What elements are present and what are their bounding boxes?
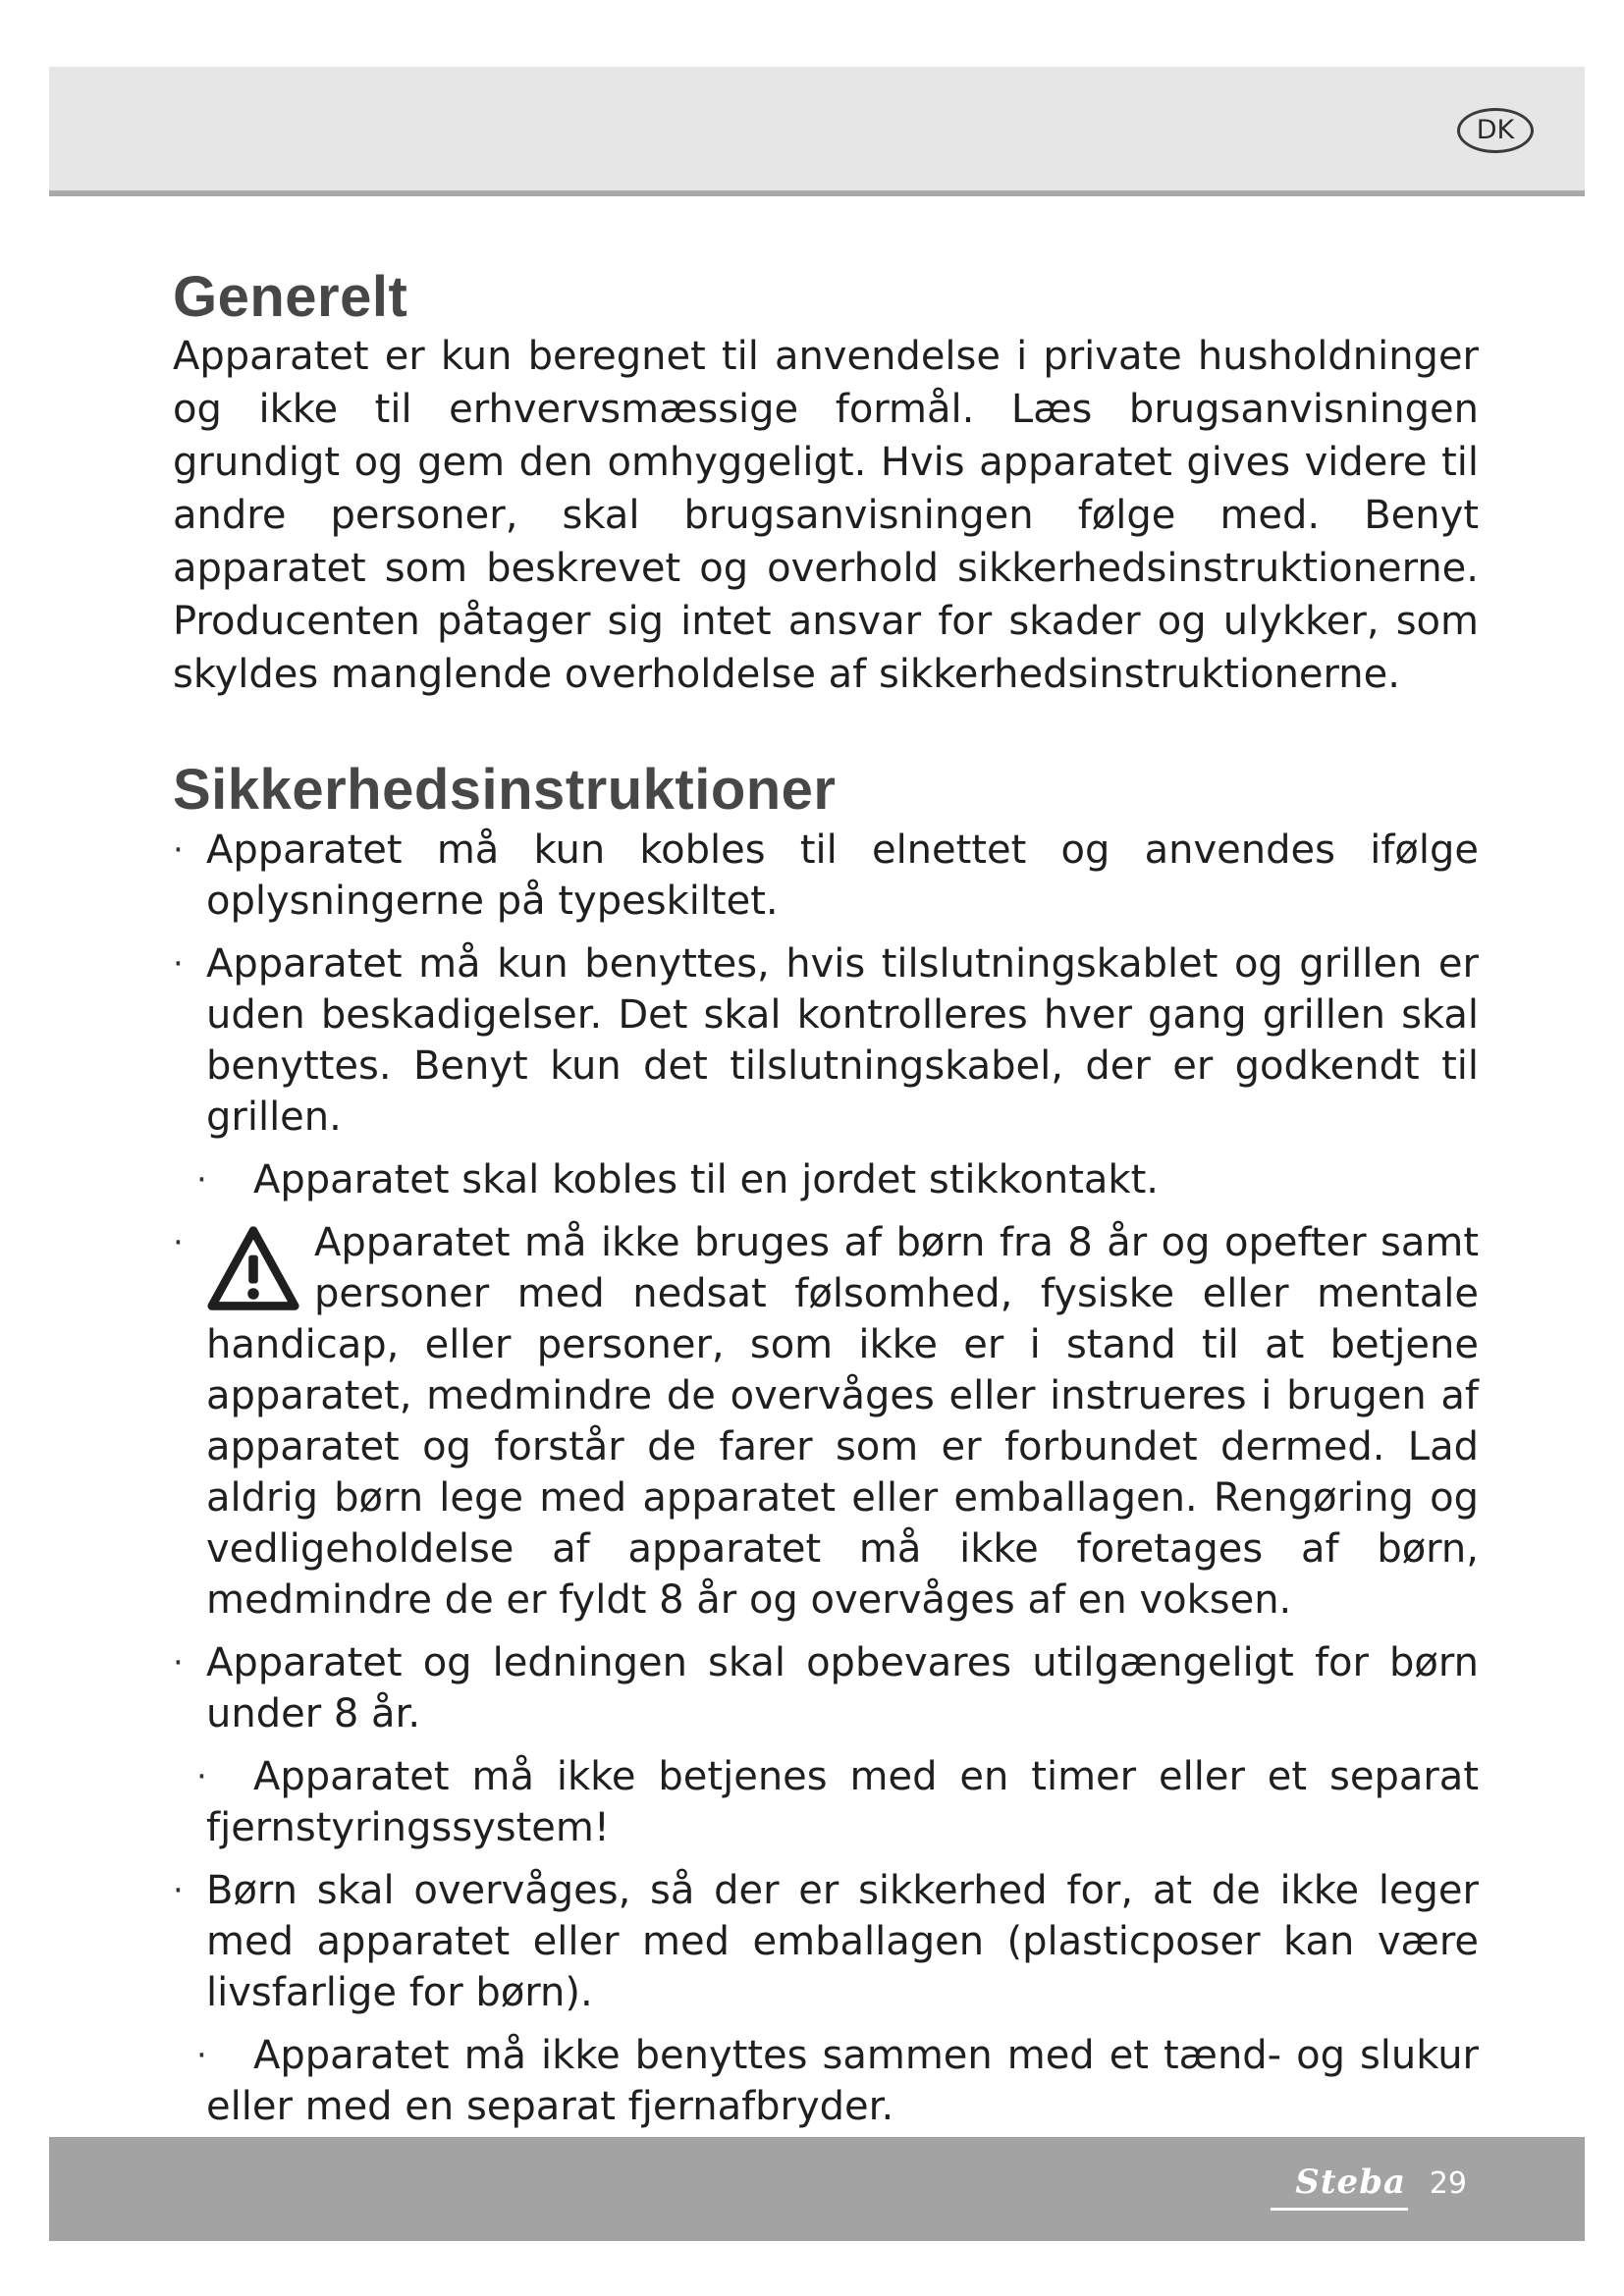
safety-list [173,825,1479,2132]
safety-item: · Apparatet må kun kobles til elnettet og anvendes ifølge oplysningerne på typeskiltet. [173,828,1479,924]
safety-section [173,758,1479,2132]
safety-item-warning: · Apparatet må ikke bruges af børn fra 8 år og opefter samt personer med nedsat følsomhed, fysiske eller mentale handicap, eller personer, som ikke er i stand til at betjene apparatet, medmindre de overvåges eller instrueres i brugen af apparatet og forstår de farer som er forbundet dermed. Lad aldrig børn lege med apparatet eller emballagen. Rengøring og vedligeholdelse af apparatet må ikke foretages af børn, medmindre de er fyldt 8 år og overvåges af en voksen. [173,1220,1479,1623]
footer-band [49,2137,1585,2241]
general-heading: Generelt [173,265,408,329]
language-badge: DK [1457,108,1534,153]
header-band [49,67,1585,196]
warning-triangle-icon [206,1223,300,1317]
general-section [173,265,1479,701]
safety-item: · Børn skal overvåges, så der er sikkerhed for, at de ikke leger med apparatet eller med emballagen (plasticposer kan være livsfarlige for børn). [173,1868,1479,2015]
brand-logo: Steba [1295,2163,1406,2202]
general-paragraph: Apparatet er kun beregnet til anvendelse i private husholdninger og ikke til erhvervsmæssige formål. Læs brugsanvisningen grundigt og gem den omhyggeligt. Hvis apparatet gives videre til andre personer, skal brugsanvisningen følge med. Benyt apparatet som beskrevet og overhold sikkerhedsinstruktionerne. Producenten påtager sig intet ansvar for skader og ulykker, som skyldes manglende overholdelse af sikkerhedsinstruktionerne. [173,334,1479,697]
safety-heading: Sikkerhedsinstruktioner [173,758,837,822]
safety-item: · Apparatet må ikke benyttes sammen med et tænd- og slukur eller med en separat fjernafbryder. [196,2033,1479,2129]
brand-underline [1271,2208,1408,2211]
page-content [173,265,1479,2144]
safety-item: · Apparatet må ikke betjenes med en timer eller et separat fjernstyringssystem! [196,1754,1479,1850]
safety-item: · Apparatet skal kobles til en jordet stikkontakt. [196,1157,1159,1202]
safety-item: · Apparatet må kun benyttes, hvis tilslutningskablet og grillen er uden beskadigelser. Det skal kontrolleres hver gang grillen skal benyttes. Benyt kun det tilslutningskabel, der er godkendt til grillen. [173,941,1479,1140]
safety-item: · Apparatet og ledningen skal opbevares utilgængeligt for børn under 8 år. [173,1640,1479,1736]
page-number: 29 [1429,2166,1467,2201]
